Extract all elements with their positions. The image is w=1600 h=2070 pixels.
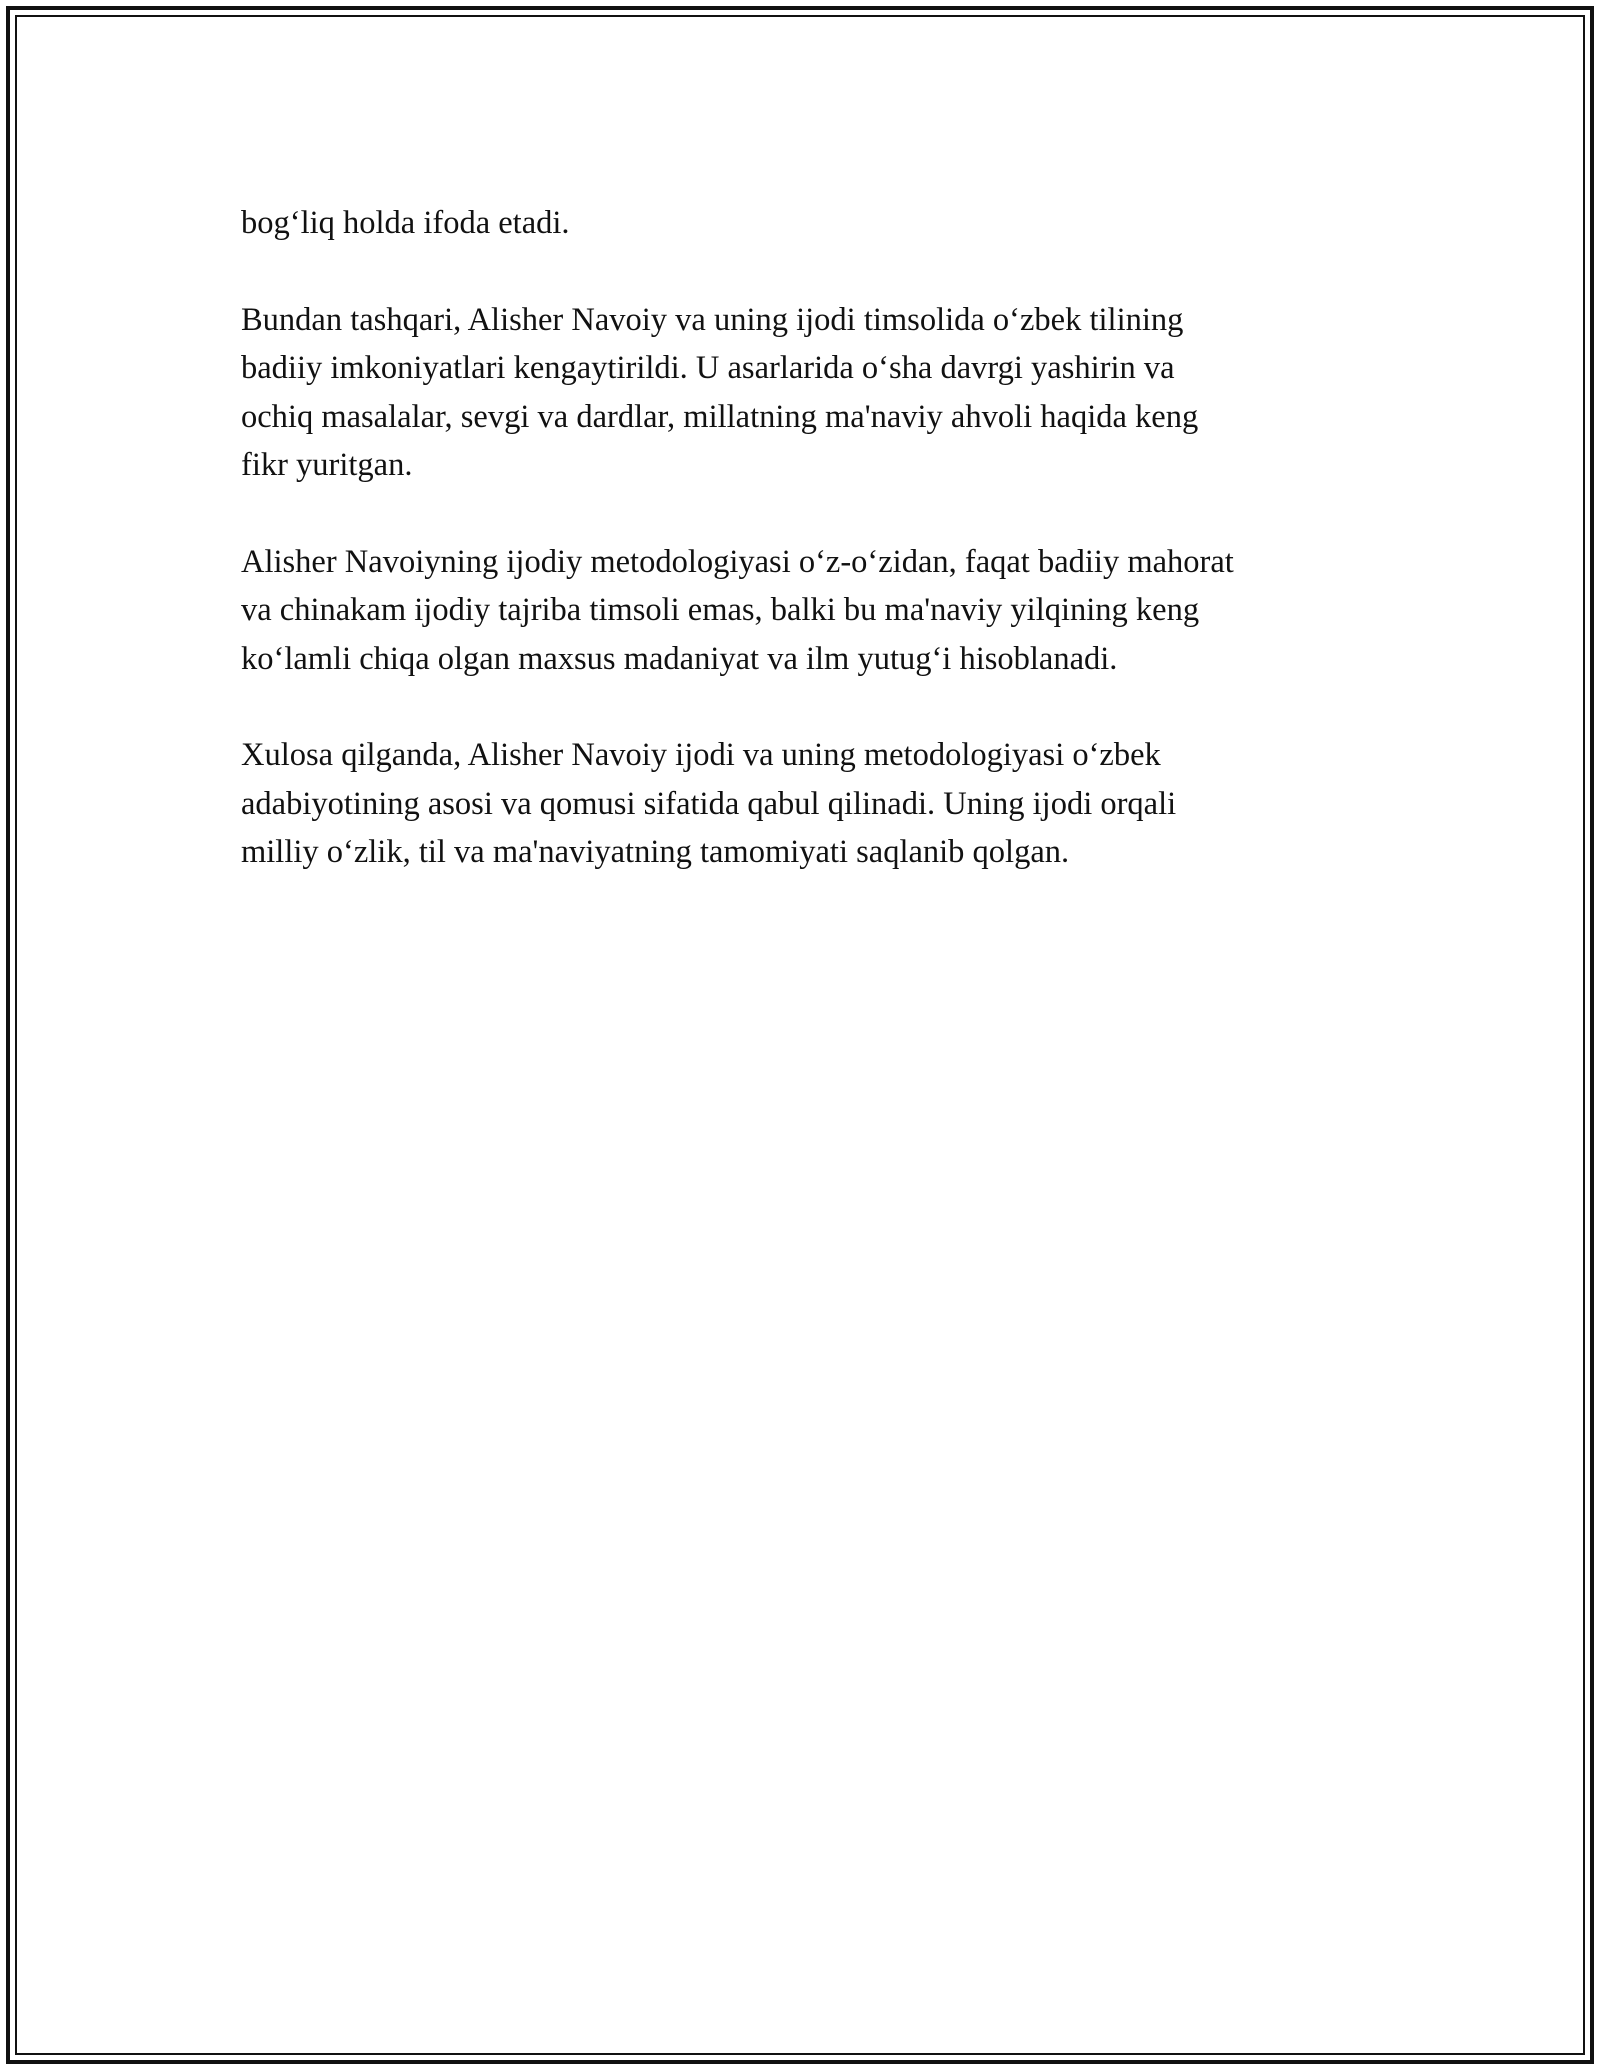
text-line: va chinakam ijodiy tajriba timsoli emas, balki bu ma'naviy yilqining keng xyxy=(241,592,1200,628)
text-line: Xulosa qilganda, Alisher Navoiy ijodi va uning metodologiyasi o‘zbek xyxy=(241,737,1161,773)
text-line: badiiy imkoniyatlari kengaytirildi. U asarlarida o‘sha davrgi yashirin va xyxy=(241,350,1175,386)
text-line: Alisher Navoiyning ijodiy metodologiyasi o‘z-o‘zidan, faqat badiiy mahorat xyxy=(241,543,1234,580)
text-line: milliy o‘zlik, til va ma'naviyatning tamomiyati saqlanib qolgan. xyxy=(241,834,1070,870)
text-line: ko‘lamli chiqa olgan maxsus madaniyat va ilm yutug‘i hisoblanadi. xyxy=(241,640,1118,677)
document-body xyxy=(241,199,1381,925)
page xyxy=(15,15,1585,2055)
text-line: ochiq masalalar, sevgi va dardlar, millatning ma'naviy ahvoli haqida keng xyxy=(241,398,1199,435)
paragraph-continuation xyxy=(241,199,1381,248)
text-line: Bundan tashqari, Alisher Navoiy va uning ijodi timsolida o‘zbek tilining xyxy=(241,301,1184,338)
text-line: adabiyotining asosi va qomusi sifatida qabul qilinadi. Uning ijodi orqali xyxy=(241,785,1177,822)
text-line: fikr yuritgan. xyxy=(241,447,413,483)
page-outer-border xyxy=(6,6,1594,2064)
paragraph-language-expansion xyxy=(241,296,1381,490)
paragraph-conclusion xyxy=(241,731,1381,877)
paragraph-methodology xyxy=(241,538,1381,684)
text-line: bog‘liq holda ifoda etadi. xyxy=(241,205,570,241)
